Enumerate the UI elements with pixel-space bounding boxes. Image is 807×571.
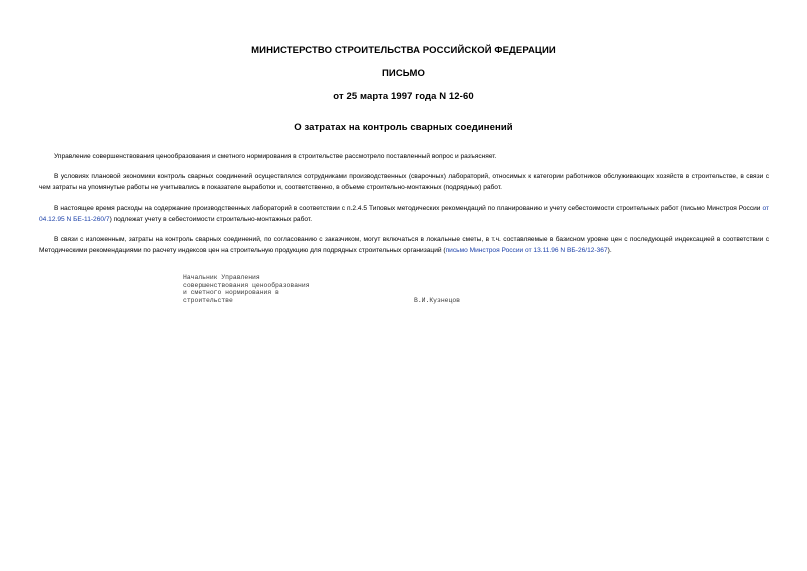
paragraph-3 (39, 203, 769, 225)
signature-line-4: строительстве (183, 296, 233, 304)
paragraph-4 (39, 234, 769, 256)
ministry-heading: МИНИСТЕРСТВО СТРОИТЕЛЬСТВА РОССИЙСКОЙ ФЕДЕРАЦИИ (251, 45, 556, 56)
paragraph-3-text-end: ) подлежат учету в себестоимости строительно-монтажных работ. (109, 216, 313, 223)
link-letter-vb-26-12-367[interactable]: письмо Минстроя России от 13.11.96 N ВБ-26/12-367 (445, 247, 608, 254)
signatory-name: В.И.Кузнецов (414, 296, 461, 304)
signature-line-2: совершенствования ценообразования (183, 281, 310, 289)
paragraph-2: В условиях плановой экономики контроль сварных соединений осуществлялся сотрудниками производственных (сварочных) лабораторий, относимых к категории работников обслуживающих хозяйств в строительстве, в связи с чем затраты на упомянутые работы не учитывались в показателе выработки и, соответственно, в объеме строительно-монтажных (подрядных) работ. (39, 173, 769, 191)
document-subject: О затратах на контроль сварных соединений (294, 122, 513, 133)
document-date-number: от 25 марта 1997 года N 12-60 (333, 91, 474, 102)
link-letter-be-11-260[interactable]: от 04.12.95 N БЕ-11-260/7 (39, 205, 769, 223)
paragraph-4-text-end: ). (607, 247, 612, 254)
signature-line-3: и сметного нормирования в (183, 289, 279, 296)
signature-line-1: Начальник Управления (183, 274, 260, 281)
signature-position (183, 274, 310, 304)
paragraph-3-text-start: В настоящее время расходы на содержание производственных лабораторий в соответствии с п.2.4.5 Типовых методических рекомендаций по планированию и учету себестоимости строительных работ (письмо Минстроя России (54, 205, 763, 212)
document-type: ПИСЬМО (381, 68, 425, 79)
paragraph-4-text-start: В связи с изложенным, затраты на контроль сварных соединений, по согласованию с заказчиком, могут включаться в локальные сметы, в т.ч. составляемые в базисном уровне цен с последующей индексацией в соответствии с Методическими рекомендациями по расчету индексов цен на строительную продукцию для подрядных строительных организаций ( (39, 236, 769, 254)
paragraph-1: Управление совершенствования ценообразования и сметного нормирования в строительстве рассмотрело поставленный вопрос и разъясняет. (54, 153, 497, 160)
